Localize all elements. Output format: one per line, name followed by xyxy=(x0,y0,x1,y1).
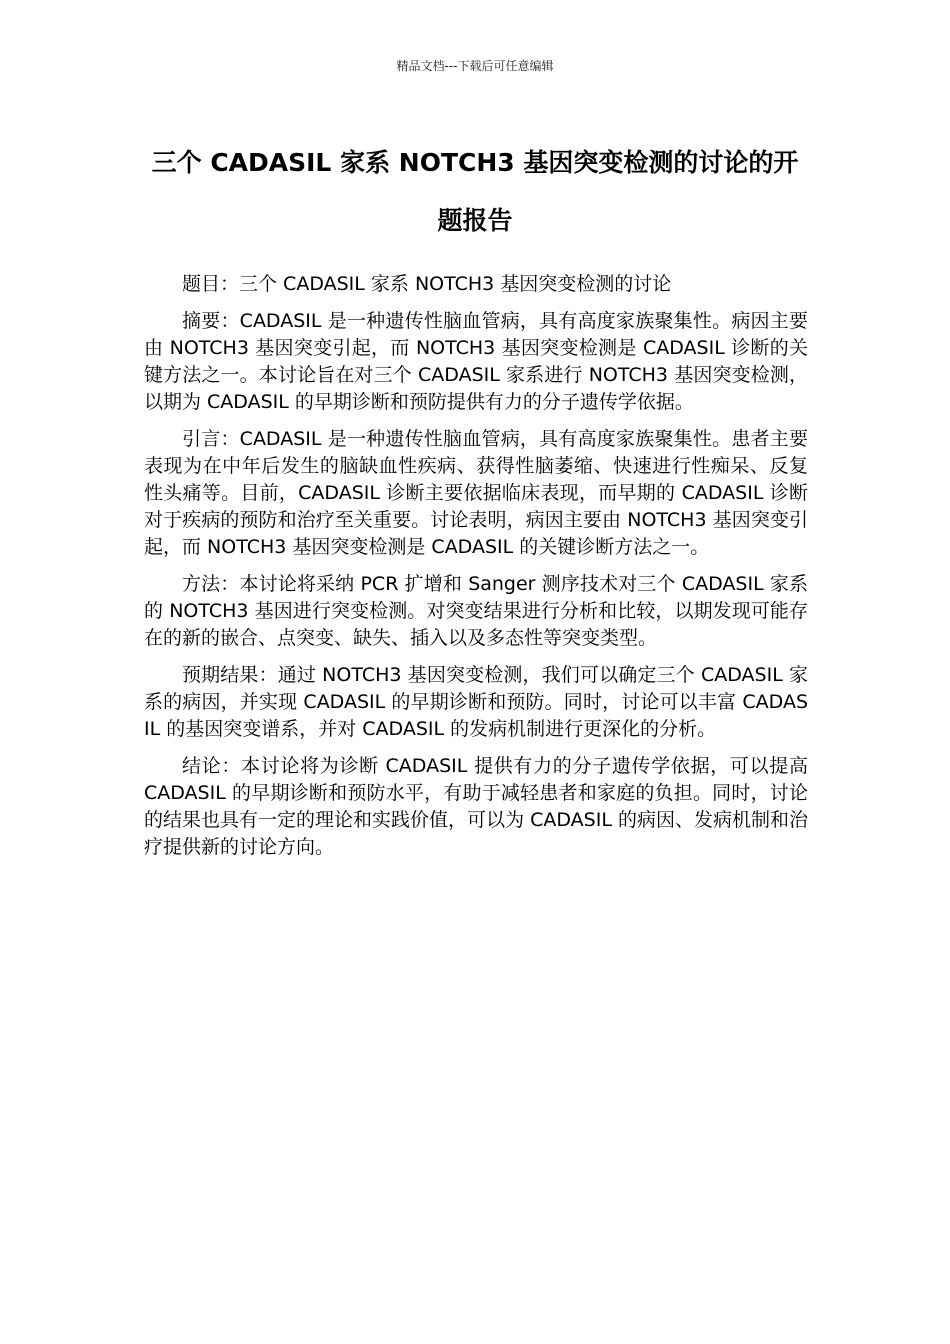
paragraph-label: 摘要： xyxy=(182,310,240,332)
paragraph-text: CADASIL 是一种遗传性脑血管病，具有高度家族聚集性。患者主要表现为在中年后发生的脑缺血性疾病、获得性脑萎缩、快速进行性痴呆、反复性头痛等。目前，CADASIL 诊断主要依据临床表现，而早期的 CADASIL 诊断对于疾病的预防和治疗至关重要。讨论表明，病因主要由 NOTCH3 基因突变引起，而 NOTCH3 基因突变检测是 CADASIL 的关键诊断方法之一。 xyxy=(144,428,808,558)
paragraph-introduction xyxy=(144,426,808,561)
paragraph-expected-results xyxy=(144,662,808,743)
header-note: 精品文档---下载后可任意编辑 xyxy=(396,59,554,73)
paragraph-label: 方法： xyxy=(182,573,240,595)
paragraph-label: 题目： xyxy=(182,273,240,295)
paragraph-text: 三个 CADASIL 家系 NOTCH3 基因突变检测的讨论 xyxy=(239,273,672,295)
paragraph-label: 结论： xyxy=(182,755,242,777)
paragraph-text: 本讨论将为诊断 CADASIL 提供有力的分子遗传学依据，可以提高 CADASIL 的早期诊断和预防水平，有助于减轻患者和家庭的负担。同时，讨论的结果也具有一定的理论和实践价值，可以为 CADASIL 的病因、发病机制和治疗提供新的讨论方向。 xyxy=(144,755,808,858)
paragraph-conclusion xyxy=(144,753,808,861)
paragraph-methods xyxy=(144,571,808,652)
paragraph-text: 本讨论将采纳 PCR 扩增和 Sanger 测序技术对三个 CADASIL 家系的 NOTCH3 基因进行突变检测。对突变结果进行分析和比较，以期发现可能存在的新的嵌合、点突变、缺失、插入以及多态性等突变类型。 xyxy=(144,573,808,649)
paragraph-label: 预期结果： xyxy=(182,664,278,686)
paragraph-text: CADASIL 是一种遗传性脑血管病，具有高度家族聚集性。病因主要由 NOTCH3 基因突变引起，而 NOTCH3 基因突变检测是 CADASIL 诊断的关键方法之一。本讨论旨在对三个 CADASIL 家系进行 NOTCH3 基因突变检测，以期为 CADASIL 的早期诊断和预防提供有力的分子遗传学依据。 xyxy=(144,310,808,413)
document-title: 三个 CADASIL 家系 NOTCH3 基因突变检测的讨论的开题报告 xyxy=(151,148,799,235)
paragraph-topic xyxy=(144,271,808,298)
document-body xyxy=(144,271,808,871)
paragraph-abstract xyxy=(144,308,808,416)
paragraph-text: 通过 NOTCH3 基因突变检测，我们可以确定三个 CADASIL 家系的病因，并实现 CADASIL 的早期诊断和预防。同时，讨论可以丰富 CADASIL 的基因突变谱系，并对 CADASIL 的发病机制进行更深化的分析。 xyxy=(144,664,808,740)
paragraph-label: 引言： xyxy=(182,428,240,450)
